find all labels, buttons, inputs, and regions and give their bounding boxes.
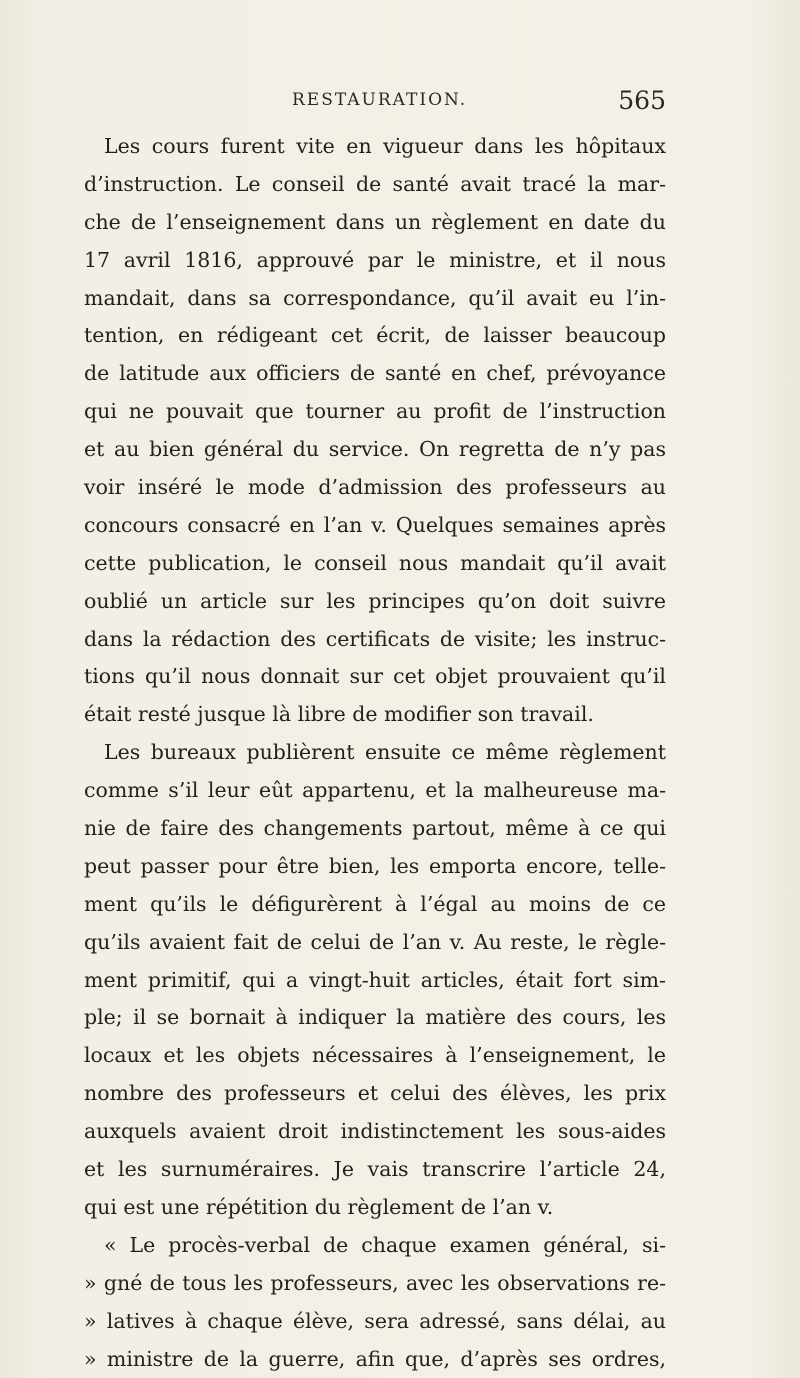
text-line: oublié un article sur les principes qu’on doit suivre (84, 588, 666, 613)
quote-line: « Le procès-verbal de chaque examen général, si- (104, 1232, 666, 1257)
text-line: était resté jusque là libre de modifier son travail. (84, 702, 594, 727)
page-header (84, 86, 666, 116)
text-line: tention, en rédigeant cet écrit, de laisser beaucoup (84, 323, 666, 348)
text-line: qu’ils avaient fait de celui de l’an v. Au reste, le règle- (84, 929, 666, 954)
text-line: et au bien général du service. On regretta de n’y pas (84, 437, 666, 462)
text-line: tions qu’il nous donnait sur cet objet prouvaient qu’il (84, 664, 666, 689)
text-line: concours consacré en l’an v. Quelques semaines après (84, 512, 666, 537)
text-line: auxquels avaient droit indistinctement les sous-aides (84, 1119, 666, 1144)
text-line: qui ne pouvait que tourner au profit de l’instruction (84, 399, 666, 424)
text-line: Les cours furent vite en vigueur dans les hôpitaux (104, 134, 666, 158)
text-line: de latitude aux officiers de santé en chef, prévoyance (84, 361, 666, 386)
text-line: ment qu’ils le défigurèrent à l’égal au moins de ce (84, 891, 666, 916)
text-line: d’instruction. Le conseil de santé avait tracé la mar- (84, 171, 666, 196)
text-line: peut passer pour être bien, les emporta encore, telle- (84, 853, 666, 878)
running-title: RESTAURATION. (292, 90, 468, 110)
text-line: voir inséré le mode d’admission des professeurs au (84, 475, 666, 500)
text-line: et les surnuméraires. Je vais transcrire l’article 24, (84, 1157, 666, 1182)
quote-line: » ministre de la guerre, afin que, d’après ses ordres, (84, 1346, 666, 1371)
text-line: qui est une répétition du règlement de l’an v. (84, 1194, 554, 1219)
text-line: ple; il se bornait à indiquer la matière des cours, les (84, 1005, 666, 1030)
text-line: 17 avril 1816, approuvé par le ministre, et il nous (84, 247, 666, 272)
text-line: nie de faire des changements partout, même à ce qui (84, 816, 666, 841)
text-line: ment primitif, qui a vingt-huit articles, était fort sim- (84, 967, 666, 992)
body-text (84, 128, 666, 1378)
quote-line: » latives à chaque élève, sera adressé, sans délai, au (84, 1308, 666, 1333)
page-number: 565 (618, 86, 666, 115)
text-line: che de l’enseignement dans un règlement en date du (84, 209, 666, 234)
text-line: comme s’il leur eût appartenu, et la malheureuse ma- (84, 778, 666, 803)
text-line: Les bureaux publièrent ensuite ce même règlement (104, 740, 666, 765)
text-line: cette publication, le conseil nous mandait qu’il avait (84, 550, 666, 575)
text-line: mandait, dans sa correspondance, qu’il avait eu l’in- (84, 285, 666, 310)
text-line: locaux et les objets nécessaires à l’enseignement, le (84, 1043, 666, 1068)
quote-line: » gné de tous les professeurs, avec les observations re- (84, 1270, 666, 1295)
text-line: dans la rédaction des certificats de visite; les instruc- (84, 626, 666, 651)
text-line: nombre des professeurs et celui des élèves, les prix (84, 1081, 666, 1106)
